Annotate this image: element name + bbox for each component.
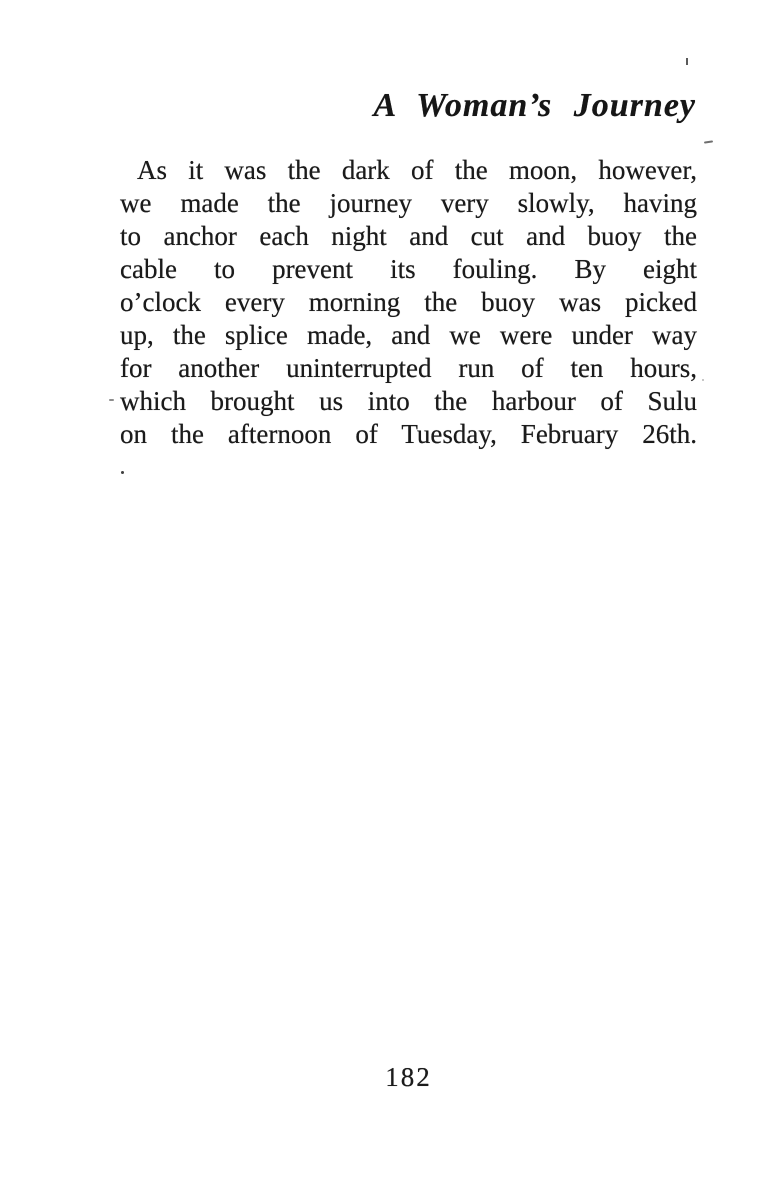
paragraph-line: up, the splice made, and we were under way: [120, 320, 697, 350]
paragraph-line: o’clock every morning the buoy was picked: [120, 287, 697, 317]
scan-artifact-dot: [121, 471, 124, 474]
body-paragraph: [120, 154, 697, 451]
scan-artifact-speck: [702, 379, 704, 381]
scan-artifact-speck: [109, 399, 114, 401]
paragraph-line: cable to prevent its fouling. By eight: [120, 254, 697, 284]
paragraph-line: for another uninterrupted run of ten hours,: [120, 353, 697, 383]
paragraph-line: which brought us into the harbour of Sulu: [120, 386, 697, 416]
scan-artifact-dash: [704, 140, 713, 143]
paragraph-line: to anchor each night and cut and buoy the: [120, 221, 697, 251]
paragraph-line: As it was the dark of the moon, however,: [137, 155, 697, 185]
scan-artifact-tick: [686, 58, 688, 65]
paragraph-line: we made the journey very slowly, having: [120, 188, 697, 218]
page-number: 182: [385, 1062, 432, 1092]
paragraph-line: on the afternoon of Tuesday, February 26th.: [120, 419, 697, 449]
running-header-title: A Woman’s Journey: [373, 87, 696, 124]
